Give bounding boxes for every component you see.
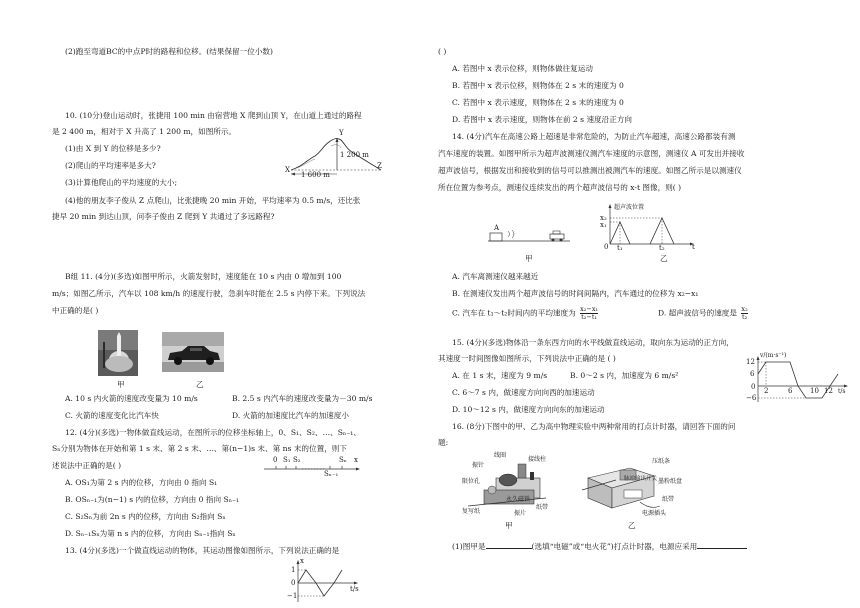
vt-graph-v6: 6 xyxy=(750,370,755,378)
rocket-photo xyxy=(98,330,138,376)
q11-line1: B组 11. (4分)(多选)如图甲所示，火箭发射时，速度能在 10 s 内由 0 增加到 100 xyxy=(65,272,342,281)
timer-b-press-label: 压纸条 xyxy=(652,458,671,465)
q13-option-d: D. 若图中 x 表示速度，则物体在前 2 s 速度沿正方向 xyxy=(452,115,633,124)
xt-graph-t2: t₂ xyxy=(659,244,665,252)
q11-caption-a: 甲 xyxy=(117,380,125,389)
q14-option-d-text: D. 超声波信号的速度是 xyxy=(658,308,737,318)
q15-option-c: C. 6～7 s 内，做速度方向向西的加速运动 xyxy=(452,388,595,397)
q13-graph-minus1: −1 xyxy=(287,592,298,600)
q13-graph-plus1: 1 xyxy=(291,566,296,574)
vt-graph-vm6: −6 xyxy=(746,394,757,402)
timer-a-reed-label: 振片 xyxy=(514,510,527,517)
q11-caption-b: 乙 xyxy=(196,380,204,389)
q12-option-b: B. OSₙ₋₁为(n−1) s 内的位移，方向由 0 指向 Sₙ₋₁ xyxy=(65,495,240,504)
position-axis-figure xyxy=(262,455,362,479)
mountain-figure xyxy=(285,129,385,180)
q12-option-d: D. Sₙ₋₁Sₙ为第 n s 内的位移，方向由 Sₙ₋₁指向 Sₙ xyxy=(65,529,236,538)
q10-sub4-line1: (4)他的朋友李子俊从 Z 点爬山，比张捷晚 20 min 开始，平均速率为 0.5 m/s，还比张 xyxy=(65,196,361,205)
timer-b-tape-label: 纸带 xyxy=(662,496,675,503)
q10-line2: 是 2 400 m，相对于 X 升高了 1 200 m，如图所示。 xyxy=(52,127,237,136)
timer-a-needle-label: 振针 xyxy=(472,462,485,469)
q14-line2: 汽车速度的装置。如图甲所示为超声波测速仪测汽车速度的示意图，测速仪 A 可发出并接收 xyxy=(438,149,745,158)
axis-label-x: x xyxy=(354,456,358,464)
q13-option-b: B. 若图中 x 表示位移，则物体在 2 s 末的速度为 0 xyxy=(452,81,624,90)
q15-option-b: B. 0～2 s 内，加速度为 6 m/s² xyxy=(570,371,679,380)
q16-caption-b: 乙 xyxy=(628,521,636,530)
vt-graph-t12: 12 xyxy=(824,387,833,395)
q12-line2: Sₙ分别为物体在开始和第 1 s 末、第 2 s 末、…、第(n−1)s 末、第 ns 末的位置，则下 xyxy=(52,444,347,453)
q16-caption-a: 甲 xyxy=(505,521,513,530)
q14-caption-a: 甲 xyxy=(525,254,533,263)
q12-line1: 12. (4分)(多选)一物体做直线运动，在图所示的位移坐标轴上，0、S₁、S₂、…、Sₙ₋₁、 xyxy=(65,428,361,437)
q14-d-denominator: t₂ xyxy=(741,313,748,321)
q16-answer-blank-2[interactable] xyxy=(697,540,747,549)
timer-b-switch-label: 脉冲输出开关 xyxy=(624,476,658,482)
q11-option-b: B. 2.5 s 内汽车的速度改变量为－30 m/s xyxy=(232,394,373,403)
timer-a-terminal-label: 接线柱 xyxy=(528,456,547,463)
axis-label-s1: S₁ xyxy=(283,456,291,464)
q14-option-a: A. 汽车离测速仪越来越近 xyxy=(452,272,539,281)
car-photo xyxy=(162,332,224,372)
vt-graph-v12: 12 xyxy=(746,358,755,366)
vt-graph-t10: 10 xyxy=(810,387,819,395)
timer-b-ink-label: 墨粉纸盘 xyxy=(658,478,683,485)
ultrasound-xt-graph xyxy=(600,200,700,252)
axis-label-origin: 0 xyxy=(273,456,278,464)
mountain-label-height: 1 200 m xyxy=(340,151,369,159)
vt-graph-t2: 2 xyxy=(764,387,769,395)
q16-answer-blank-1[interactable] xyxy=(486,540,532,549)
q14-option-c-text: C. 汽车在 t₁～t₂时间内的平均速度为 xyxy=(452,308,576,318)
timer-a-carbon-label: 复写纸 xyxy=(462,508,481,515)
electromagnetic-timer-figure xyxy=(462,450,550,518)
q14-line4: 所在位置为参考点，测速仪连续发出的两个超声波信号的 x-t 图像，则( ) xyxy=(438,183,682,192)
axis-label-s2: S₂ xyxy=(293,456,301,464)
q11-line2: m/s；如图乙所示，汽车以 108 km/h 的速度行驶，急刹车时能在 2.5 s 内停下来。下列说法 xyxy=(52,289,366,298)
axis-label-sn: Sₙ xyxy=(339,456,347,464)
q11-option-a: A. 10 s 内火箭的速度改变量为 10 m/s xyxy=(65,394,198,403)
q11-line3: 中正确的是( ) xyxy=(52,306,99,315)
timer-a-tape-label: 纸带 xyxy=(536,504,549,511)
q16-sub1-prefix: (1)图甲是 xyxy=(452,542,486,551)
q13-option-a: A. 若图中 x 表示位移，则物体做往复运动 xyxy=(452,64,593,73)
q13-graph-x: t/s xyxy=(350,585,359,593)
xt-graph-t: t xyxy=(692,243,695,251)
q13-graph xyxy=(286,558,366,604)
mountain-label-y: Y xyxy=(339,129,344,137)
q9-part2: (2)跑至弯道BC的中点P时的路程和位移。(结果保留一位小数) xyxy=(65,47,273,56)
vt-graph-t6: 6 xyxy=(788,387,793,395)
xt-graph-t1: t₁ xyxy=(617,244,623,252)
q11-option-c: C. 火箭的速度变化比汽车快 xyxy=(65,411,159,420)
q10-sub1: (1)由 X 到 Y 的位移是多少? xyxy=(65,144,161,153)
q10-sub2: (2)爬山的平均速率是多大? xyxy=(65,161,156,170)
q13-option-c: C. 若图中 x 表示速度，则物体在 2 s 末的速度为 0 xyxy=(452,98,624,107)
q14-line3: 超声波信号，根据发出和接收到的信号可以推测出被测汽车的速度。如图乙所示是以测速仪 xyxy=(438,166,742,175)
q14-option-c xyxy=(452,306,598,321)
q12-line3: 述说法中正确的是( ) xyxy=(52,461,122,470)
q14-option-d xyxy=(658,306,748,321)
spark-timer-figure xyxy=(580,452,683,517)
q16-sub1 xyxy=(452,540,747,552)
q14-c-denominator: t₂−t₁ xyxy=(581,313,598,321)
q15-line2: 其速度一时间图像如图所示，下列说法中正确的是 ( ) xyxy=(438,354,616,363)
q13-paren: ( ) xyxy=(438,47,447,56)
q14-option-c-fraction xyxy=(580,306,598,321)
timer-a-magnet-label: 永久磁铁 xyxy=(506,496,531,503)
q16-sub1-middle: (选填“电磁”或“电火花”)打点计时器，电源应采用 xyxy=(531,542,698,551)
q14-d-numerator: x₂ xyxy=(741,305,748,313)
q14-line1: 14. (4分)汽车在高速公路上超速是非常危险的，为防止汽车超速，高速公路都装有测 xyxy=(452,132,736,141)
xt-graph-origin: 0 xyxy=(604,243,609,251)
q15-vt-graph xyxy=(742,352,854,406)
left-column xyxy=(0,0,430,607)
vt-graph-origin: 0 xyxy=(751,383,756,391)
q16-line2: 题: xyxy=(438,438,449,447)
vt-graph-ylabel: v/(m·s⁻¹) xyxy=(760,352,787,359)
axis-label-sn-minus-1: Sₙ₋₁ xyxy=(324,470,339,478)
mountain-label-z: Z xyxy=(377,162,382,170)
timer-a-hole-label: 限位孔 xyxy=(462,478,481,485)
q15-option-a: A. 在 1 s 末，速度为 9 m/s xyxy=(452,371,548,380)
xt-graph-ylabel: 超声波位置 xyxy=(614,204,645,211)
q15-option-d: D. 10～12 s 内，做速度方向向东的加速运动 xyxy=(452,405,605,414)
q14-c-numerator: x₂−x₁ xyxy=(580,305,599,313)
xt-graph-x1: x₁ xyxy=(600,221,607,229)
q15-line1: 15. (4分)(多选)物体沿一条东西方向的水平线做直线运动，取向东为运动的正方向， xyxy=(452,338,734,347)
speed-detector-figure xyxy=(488,222,570,244)
q10-sub4-line2: 捷早 20 min 到达山顶，问李子俊由 Z 爬到 Y 共通过了多远路程? xyxy=(52,212,275,221)
right-column xyxy=(430,0,860,607)
q13-graph-origin: 0 xyxy=(291,579,296,587)
xt-graph-x2: x₂ xyxy=(600,214,607,222)
q14-option-b: B. 在测速仪发出两个超声波信号的时间间隔内，汽车通过的位移为 x₂−x₁ xyxy=(452,289,699,298)
q12-option-c: C. S₂Sₙ为前 2n s 内的位移，方向由 S₂指向 Sₙ xyxy=(65,512,226,521)
mountain-label-x: X xyxy=(285,166,290,174)
q13-graph-y: x xyxy=(300,557,304,565)
q13-line1: 13. (4分)(多选)一个做直线运动的物体，其运动图像如图所示，下列说法正确的是 xyxy=(65,546,340,555)
vt-graph-xlabel: t/s xyxy=(838,388,846,395)
q12-option-a: A. OS₁为第 2 s 内的位移，方向由 0 指向 S₁ xyxy=(65,478,218,487)
q16-line1: 16. (8分)下图中的甲、乙为高中物理实验中两种常用的打点计时器，请回答下面的问 xyxy=(452,422,736,431)
q14-caption-b: 乙 xyxy=(660,254,668,263)
detector-label-a: A xyxy=(494,224,500,232)
mountain-label-distance: 1 600 m xyxy=(301,171,330,179)
q10-sub3: (3)计算他爬山的平均速度的大小; xyxy=(65,178,178,187)
timer-b-plug-label: 电源插头 xyxy=(642,510,667,517)
q11-option-d: D. 火箭的加速度比汽车的加速度小 xyxy=(232,411,349,420)
timer-a-coil-label: 线圈 xyxy=(494,452,507,459)
q10-line1: 10. (10分)登山运动时，张捷用 100 min 由宿营地 X 爬到山顶 Y，在山道上通过的路程 xyxy=(65,111,362,120)
q14-option-d-fraction xyxy=(741,306,747,321)
